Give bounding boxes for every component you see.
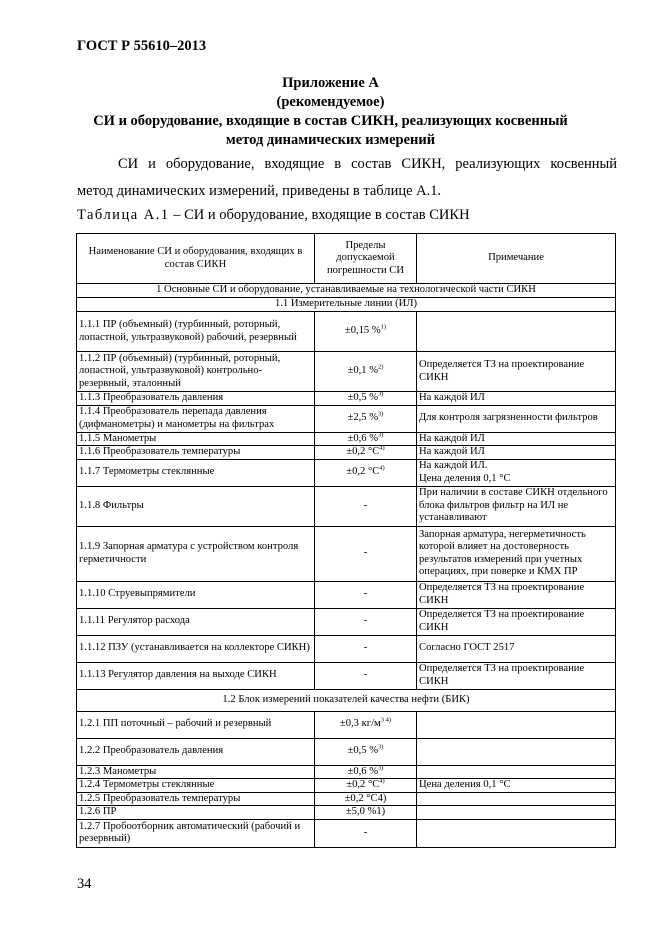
table-row bbox=[77, 486, 616, 526]
row-name: 1.1.1 ПР (объемный) (турбинный, роторный, лопастной, ультразвуковой) рабочий, резервный bbox=[77, 312, 315, 352]
table-row bbox=[77, 312, 616, 352]
row-limit: ±0,5 %$^{3)}$ bbox=[315, 738, 417, 765]
row-note: Цена деления 0,1 °С bbox=[417, 779, 616, 793]
row-note: Определяется ТЗ на проектирование СИКН bbox=[417, 608, 616, 635]
row-limit: ±2,5 %$^{3)}$ bbox=[315, 405, 417, 432]
intro-line2: метод динамических измерений, приведены в таблице А.1. bbox=[77, 183, 442, 199]
row-note: На каждой ИЛ bbox=[417, 446, 616, 460]
row-name: 1.1.3 Преобразователь давления bbox=[77, 392, 315, 406]
row-limit: - bbox=[315, 635, 417, 662]
row-note bbox=[417, 819, 616, 847]
table-row bbox=[77, 806, 616, 820]
row-name: 1.2.2 Преобразователь давления bbox=[77, 738, 315, 765]
table-row bbox=[77, 352, 616, 392]
row-limit: ±0,2 $^\circ С^{4)}$ bbox=[315, 779, 417, 793]
table-row bbox=[77, 446, 616, 460]
row-name: 1.2.1 ПП поточный – рабочий и резервный bbox=[77, 711, 315, 738]
row-limit: - bbox=[315, 662, 417, 689]
row-name: 1.1.6 Преобразователь температуры bbox=[77, 446, 315, 460]
table-row bbox=[77, 608, 616, 635]
row-name: 1.1.7 Термометры стеклянные bbox=[77, 459, 315, 486]
header-name: Наименование СИ и оборудования, входящих в состав СИКН bbox=[77, 234, 315, 284]
row-name: 1.2.4 Термометры стеклянные bbox=[77, 779, 315, 793]
table-row bbox=[77, 635, 616, 662]
row-name: 1.2.5 Преобразователь температуры bbox=[77, 792, 315, 806]
row-note: При наличии в составе СИКН отдельного блока фильтров фильтр на ИЛ не устанавливают bbox=[417, 486, 616, 526]
row-note: Определяется ТЗ на проектирование СИКН bbox=[417, 662, 616, 689]
document-header: ГОСТ Р 55610–2013 bbox=[77, 38, 207, 54]
header-limits: Пределы допускаемой погрешности СИ bbox=[315, 234, 417, 284]
appendix-title: Приложение А bbox=[282, 75, 379, 91]
page-number: 34 bbox=[77, 876, 92, 892]
row-note bbox=[417, 312, 616, 352]
row-limit: ±0,1 %$^{2)}$ bbox=[315, 352, 417, 392]
row-note bbox=[417, 738, 616, 765]
subsection-1-1-heading: 1.1 Измерительные линии (ИЛ) bbox=[77, 298, 616, 312]
row-note bbox=[417, 711, 616, 738]
row-name: 1.1.11 Регулятор расхода bbox=[77, 608, 315, 635]
row-name: 1.1.10 Струевыпрямители bbox=[77, 581, 315, 608]
equipment-table bbox=[76, 233, 616, 848]
row-note bbox=[417, 765, 616, 779]
table-row bbox=[77, 405, 616, 432]
row-limit: ±0,15 %$^{1)}$ bbox=[315, 312, 417, 352]
row-note: Для контроля загрязненности фильтров bbox=[417, 405, 616, 432]
row-note bbox=[417, 792, 616, 806]
row-name: 1.2.6 ПР bbox=[77, 806, 315, 820]
table-row bbox=[77, 792, 616, 806]
intro-line1: СИ и оборудование, входящие в состав СИКН, реализующих косвенный bbox=[118, 156, 617, 172]
row-limit: ±0,2 °С4) bbox=[315, 792, 417, 806]
row-limit: ±0,2 $^\circ С^{4)}$ bbox=[315, 459, 417, 486]
table-row bbox=[77, 392, 616, 406]
row-note: Запорная арматура, негерметичность которой влияет на достоверность результатов измерений при учетных операциях, при поверке и КМХ ПР bbox=[417, 526, 616, 581]
row-limit: - bbox=[315, 608, 417, 635]
appendix-heading-line1: СИ и оборудование, входящие в состав СИКН, реализующих косвенный bbox=[93, 113, 568, 129]
row-limit: ±5,0 %1) bbox=[315, 806, 417, 820]
table-row bbox=[77, 662, 616, 689]
row-note: Определяется ТЗ на проектирование СИКН bbox=[417, 352, 616, 392]
row-name: 1.1.12 ПЗУ (устанавливается на коллекторе СИКН) bbox=[77, 635, 315, 662]
row-name: 1.1.5 Манометры bbox=[77, 432, 315, 446]
row-limit: - bbox=[315, 581, 417, 608]
subsection-1-2-heading: 1.2 Блок измерений показателей качества нефти (БИК) bbox=[77, 689, 616, 711]
row-note: На каждой ИЛ bbox=[417, 392, 616, 406]
appendix-heading-line2: метод динамических измерений bbox=[225, 132, 436, 148]
table-row bbox=[77, 779, 616, 793]
row-limit: - bbox=[315, 486, 417, 526]
row-limit: ±0,3 $кг/м^{3 4)}$ bbox=[315, 711, 417, 738]
table-caption-label: Таблица А.1 bbox=[77, 207, 170, 223]
row-name: 1.1.4 Преобразователь перепада давления (дифманометры) и манометры на фильтрах bbox=[77, 405, 315, 432]
appendix-status: (рекомендуемое) bbox=[276, 94, 385, 110]
row-name: 1.2.7 Пробоотборник автоматический (рабочий и резервный) bbox=[77, 819, 315, 847]
table-row bbox=[77, 711, 616, 738]
row-name: 1.1.9 Запорная арматура с устройством контроля герметичности bbox=[77, 526, 315, 581]
row-limit: ±0,6 %$^{3)}$ bbox=[315, 432, 417, 446]
row-name: 1.2.3 Манометры bbox=[77, 765, 315, 779]
table-row bbox=[77, 738, 616, 765]
row-limit: ±0,5 %$^{3)}$ bbox=[315, 392, 417, 406]
row-note: Согласно ГОСТ 2517 bbox=[417, 635, 616, 662]
table-row bbox=[77, 765, 616, 779]
row-limit: - bbox=[315, 526, 417, 581]
row-name: 1.1.13 Регулятор давления на выходе СИКН bbox=[77, 662, 315, 689]
row-name: 1.1.8 Фильтры bbox=[77, 486, 315, 526]
table-row bbox=[77, 581, 616, 608]
table-row bbox=[77, 459, 616, 486]
row-note bbox=[417, 806, 616, 820]
header-note: Примечание bbox=[417, 234, 616, 284]
section-1-heading: 1 Основные СИ и оборудование, устанавливаемые на технологической части СИКН bbox=[77, 284, 616, 298]
row-limit: ±0,2 $^\circ С^{4)}$ bbox=[315, 446, 417, 460]
row-note: На каждой ИЛ bbox=[417, 432, 616, 446]
row-name: 1.1.2 ПР (объемный) (турбинный, роторный, лопастной, ультразвуковой) контрольно-резервный, эталонный bbox=[77, 352, 315, 392]
table-caption bbox=[77, 207, 470, 224]
row-limit: - bbox=[315, 819, 417, 847]
row-note: Определяется ТЗ на проектирование СИКН bbox=[417, 581, 616, 608]
table-caption-text: – СИ и оборудование, входящие в состав СИКН bbox=[169, 207, 470, 223]
table-row bbox=[77, 819, 616, 847]
table-row bbox=[77, 432, 616, 446]
row-limit: ±0,6 %$^{3)}$ bbox=[315, 765, 417, 779]
table-row bbox=[77, 526, 616, 581]
row-note: На каждой ИЛ. Цена деления 0,1 °С bbox=[417, 459, 616, 486]
